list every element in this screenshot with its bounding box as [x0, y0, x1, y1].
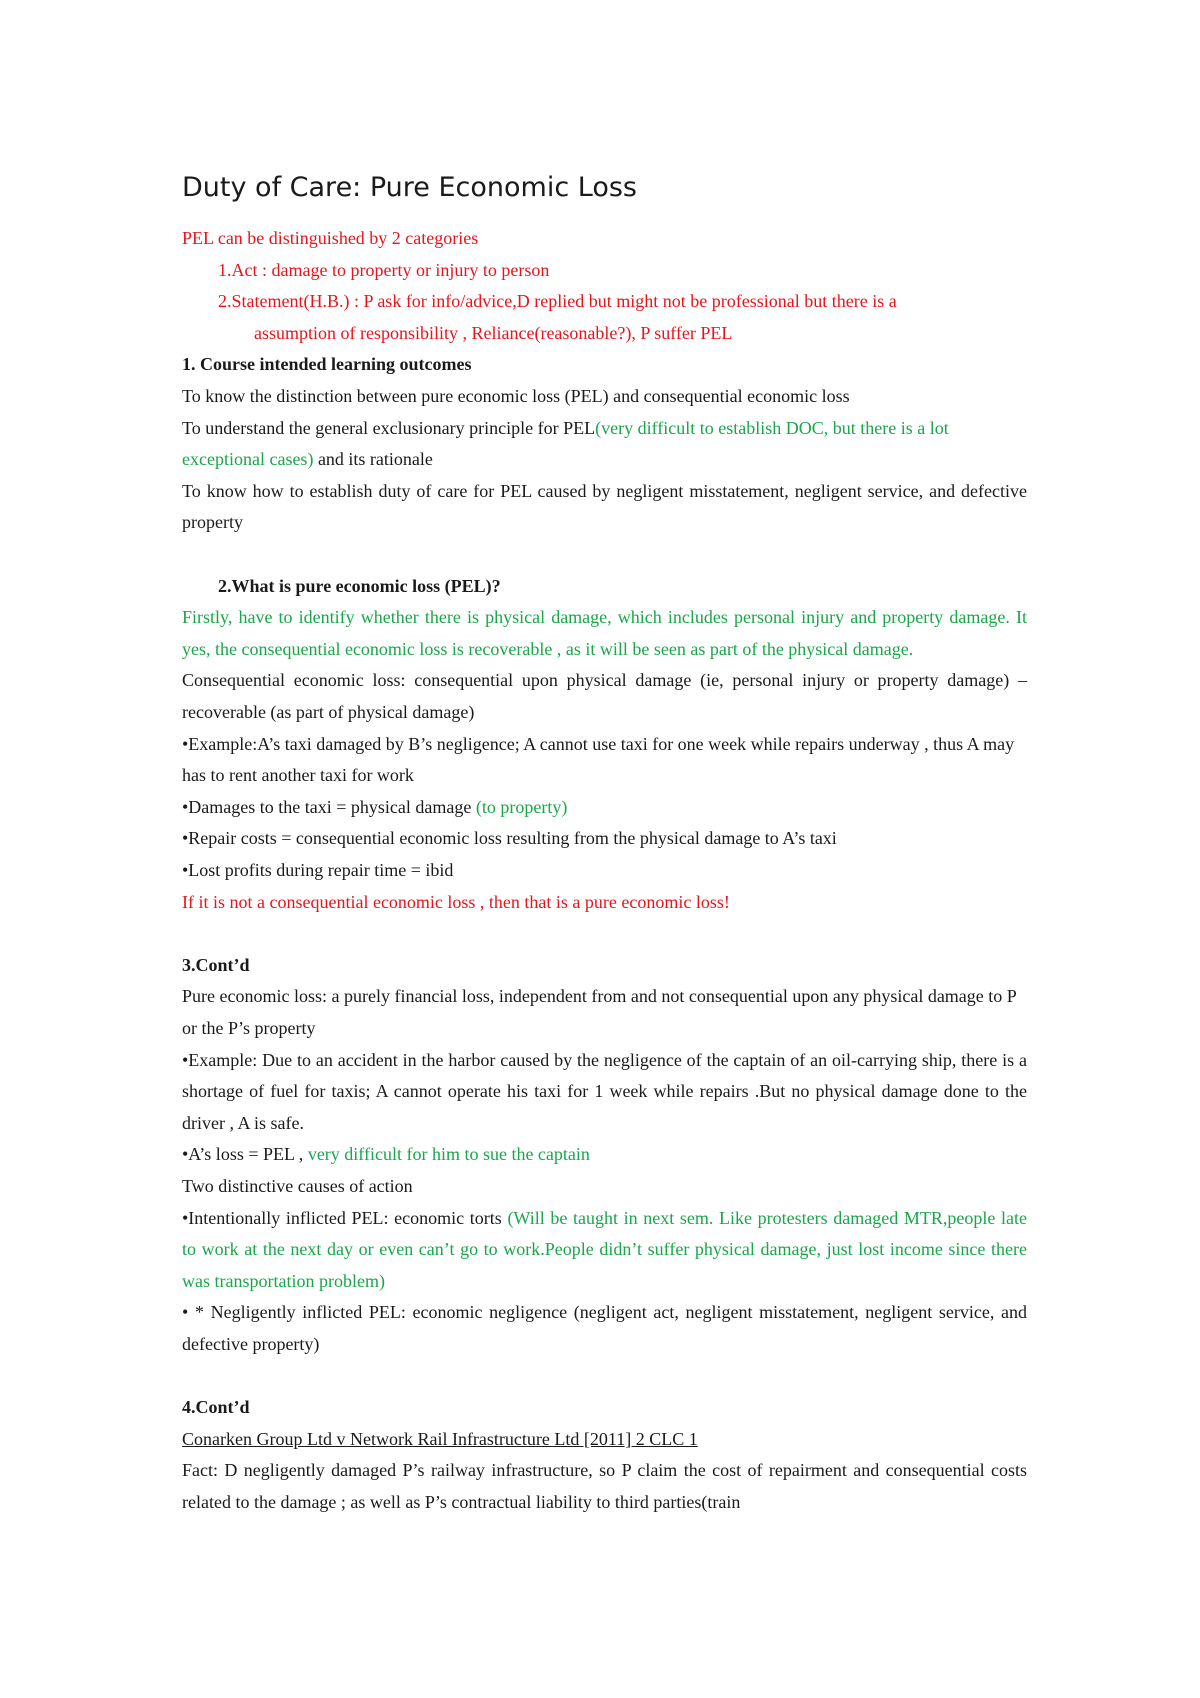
s2-damages	[182, 792, 1027, 824]
document-body	[182, 170, 1027, 1518]
s3-loss	[182, 1139, 1027, 1171]
section-3-heading: 3.Cont’d	[182, 954, 250, 975]
document-title: Duty of Care: Pure Economic Loss	[182, 172, 637, 203]
intro-item-2: 2.Statement(H.B.) : P ask for info/advice,D replied but might not be professional but there is a	[218, 291, 897, 312]
section-4-heading: 4.Cont’d	[182, 1397, 250, 1418]
s3-example: •Example: Due to an accident in the harbor caused by the negligence of the captain of an oil-carrying ship, there is a shortage of fuel for taxis; A cannot operate his taxi for 1 week while repairs .But no physical damage done to the driver , A is safe.	[182, 1049, 1027, 1133]
s3-loss-text: •A’s loss = PEL ,	[182, 1144, 308, 1165]
intro-item-2-cont: assumption of responsibility , Reliance(reasonable?), P suffer PEL	[254, 322, 733, 343]
s4-fact: Fact: D negligently damaged P’s railway infrastructure, so P claim the cost of repairment and consequential costs related to the damage ; as well as P’s contractual liability to third parties(train	[182, 1460, 1027, 1512]
s1-outcome-3: To know how to establish duty of care for PEL caused by negligent misstatement, negligent service, and defective property	[182, 480, 1027, 533]
s2-example: •Example:A’s taxi damaged by B’s negligence; A cannot use taxi for one week while repairs underway , thus A may has to rent another taxi for work	[182, 733, 1015, 786]
intro-heading: PEL can be distinguished by 2 categories	[182, 228, 479, 249]
spacer	[182, 1360, 1027, 1392]
section-1-heading: 1. Course intended learning outcomes	[182, 354, 472, 375]
spacer	[182, 918, 1027, 950]
s2-conclusion: If it is not a consequential economic loss , then that is a pure economic loss!	[182, 891, 730, 912]
s3-negligent: • * Negligently inflicted PEL: economic negligence (negligent act, negligent misstatement, negligent service, and defective property)	[182, 1302, 1027, 1354]
spacer	[182, 539, 1027, 571]
s1-outcome-2-text: To understand the general exclusionary principle for PEL	[182, 417, 596, 438]
s2-damages-text: •Damages to the taxi = physical damage	[182, 796, 476, 817]
s1-outcome-2	[182, 413, 1027, 476]
s1-outcome-1: To know the distinction between pure economic loss (PEL) and consequential economic loss	[182, 386, 850, 407]
s3-loss-note: very difficult for him to sue the captain	[307, 1144, 590, 1165]
s2-damages-note: (to property)	[475, 796, 568, 817]
intro-item-1: 1.Act : damage to property or injury to person	[218, 259, 550, 280]
s3-intentional	[182, 1203, 1027, 1298]
s4-case-citation: Conarken Group Ltd v Network Rail Infrastructure Ltd [2011] 2 CLC 1	[182, 1428, 698, 1449]
section-2-heading: 2.What is pure economic loss (PEL)?	[218, 575, 501, 596]
s2-green-note: Firstly, have to identify whether there is physical damage, which includes personal injury and property damage. It yes, the consequential economic loss is recoverable , as it will be seen as part of the physical damage.	[182, 607, 1027, 659]
s1-outcome-2-note: (very difficult to establish DOC, but there is a lot exceptional cases)	[182, 417, 949, 470]
s2-consequential-definition: Consequential economic loss: consequential upon physical damage (ie, personal injury or property damage) –recoverable (as part of physical damage)	[182, 670, 1027, 722]
s2-repair: •Repair costs = consequential economic loss resulting from the physical damage to A’s taxi	[182, 828, 837, 849]
s3-intentional-text: •Intentionally inflicted PEL: economic torts	[182, 1207, 508, 1228]
s3-intentional-note: (Will be taught in next sem. Like protesters damaged MTR,people late to work at the next day or even can’t go to work.People didn’t suffer physical damage, just lost income since there was transportation problem)	[182, 1207, 1027, 1291]
s3-pel-definition: Pure economic loss: a purely financial loss, independent from and not consequential upon any physical damage to P or the P’s property	[182, 986, 1017, 1038]
s3-two-causes: Two distinctive causes of action	[182, 1175, 413, 1196]
s2-lost-profits: •Lost profits during repair time = ibid	[182, 859, 454, 880]
s1-outcome-2-end: and its rationale	[313, 449, 433, 470]
